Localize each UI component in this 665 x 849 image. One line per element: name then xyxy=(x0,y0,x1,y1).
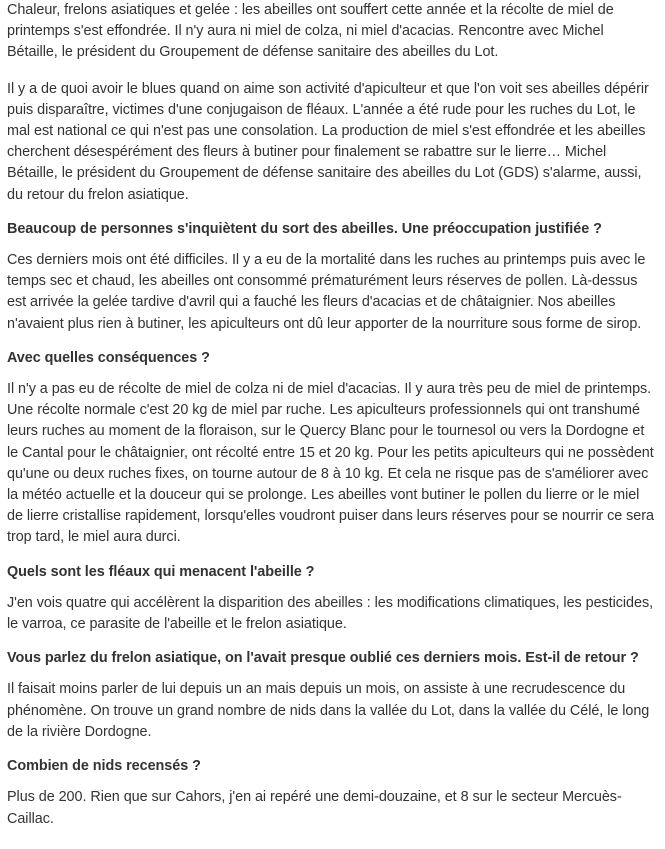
interview-answer: Il faisait moins parler de lui depuis un an mais depuis un mois, on assiste à une recrudescence du phénomène. On trouve un grand nombre de nids dans la vallée du Lot, dans la vallée du Célé, le long de la rivière Dordogne. xyxy=(7,681,650,740)
interview-question: Combien de nids recensés ? xyxy=(7,758,201,775)
interview-question: Vous parlez du frelon asiatique, on l'avait presque oublié ces derniers mois. Est-il de retour ? xyxy=(7,650,639,667)
interview-question: Beaucoup de personnes s'inquiètent du sort des abeilles. Une préoccupation justifiée ? xyxy=(7,220,602,237)
interview-answer: J'en vois quatre qui accélèrent la disparition des abeilles : les modifications climatiques, les pesticides, le varroa, ce parasite de l'abeille et le frelon asiatique. xyxy=(7,594,654,633)
article-lead: Il y a de quoi avoir le blues quand on aime son activité d'apiculteur et que l'on voit ses abeilles dépérir puis disparaître, victimes d'une conjugaison de fléaux. L'année a été rude pour les ruches du Lot, le mal est national ce qui n'est pas une consolation. La production de miel s'est effondrée et les abeilles cherchent désespérément des fleurs à butiner pour finalement se rabattre sur le lierre… Michel Bétaille, le président du Groupement de défense sanitaire des abeilles du Lot (GDS) s'alarme, aussi, du retour du frelon asiatique. xyxy=(7,80,649,203)
interview-answer: Ces derniers mois ont été difficiles. Il y a eu de la mortalité dans les ruches au printemps puis avec le temps sec et chaud, les abeilles ont consommé prématurément leurs réserves de pollen. Là-dessus est arrivée la gelée tardive d'avril qui a fauché les fleurs d'acacias et de châtaignier. Nos abeilles n'avaient plus rien à butiner, les apiculteurs ont dû leur apporter de la nourriture sous forme de sirop. xyxy=(7,252,646,332)
interview-answer: Il n'y a pas eu de récolte de miel de colza ni de miel d'acacias. Il y aura très peu de miel de printemps. Une récolte normale c'est 20 kg de miel par ruche. Les apiculteurs professionnels qui ont transhumé leurs ruches au moment de la floraison, sur le Quercy Blanc pour le tournesol ou vers la Dordogne et le Cantal pour le châtaignier, ont récolté entre 15 et 20 kg. Pour les petits apiculteurs qui ne possèdent qu'une ou deux ruches fixes, on tourne autour de 8 à 10 kg. Et cela ne risque pas de s'améliorer avec la météo actuelle et la douceur qui se prolonge. Les abeilles vont butiner le pollen du lierre or le miel de lierre cristallise rapidement, lorsqu'elles voudront puiser dans leurs réserves pour se nourrir ce sera trop tard, le miel aura durci. xyxy=(7,381,654,546)
interview-question: Avec quelles conséquences ? xyxy=(7,349,210,366)
interview-question: Quels sont les fléaux qui menacent l'abeille ? xyxy=(7,563,315,580)
article-intro: Chaleur, frelons asiatiques et gelée : les abeilles ont souffert cette année et la récolte de miel de printemps s'est effondrée. Il n'y aura ni miel de colza, ni miel d'acacias. Rencontre avec Michel Bétaille, le président du Groupement de défense sanitaire des abeilles du Lot. xyxy=(7,2,614,61)
interview-answer: Plus de 200. Rien que sur Cahors, j'en ai repéré une demi-douzaine, et 8 sur le secteur Mercuès-Caillac. xyxy=(7,789,622,827)
